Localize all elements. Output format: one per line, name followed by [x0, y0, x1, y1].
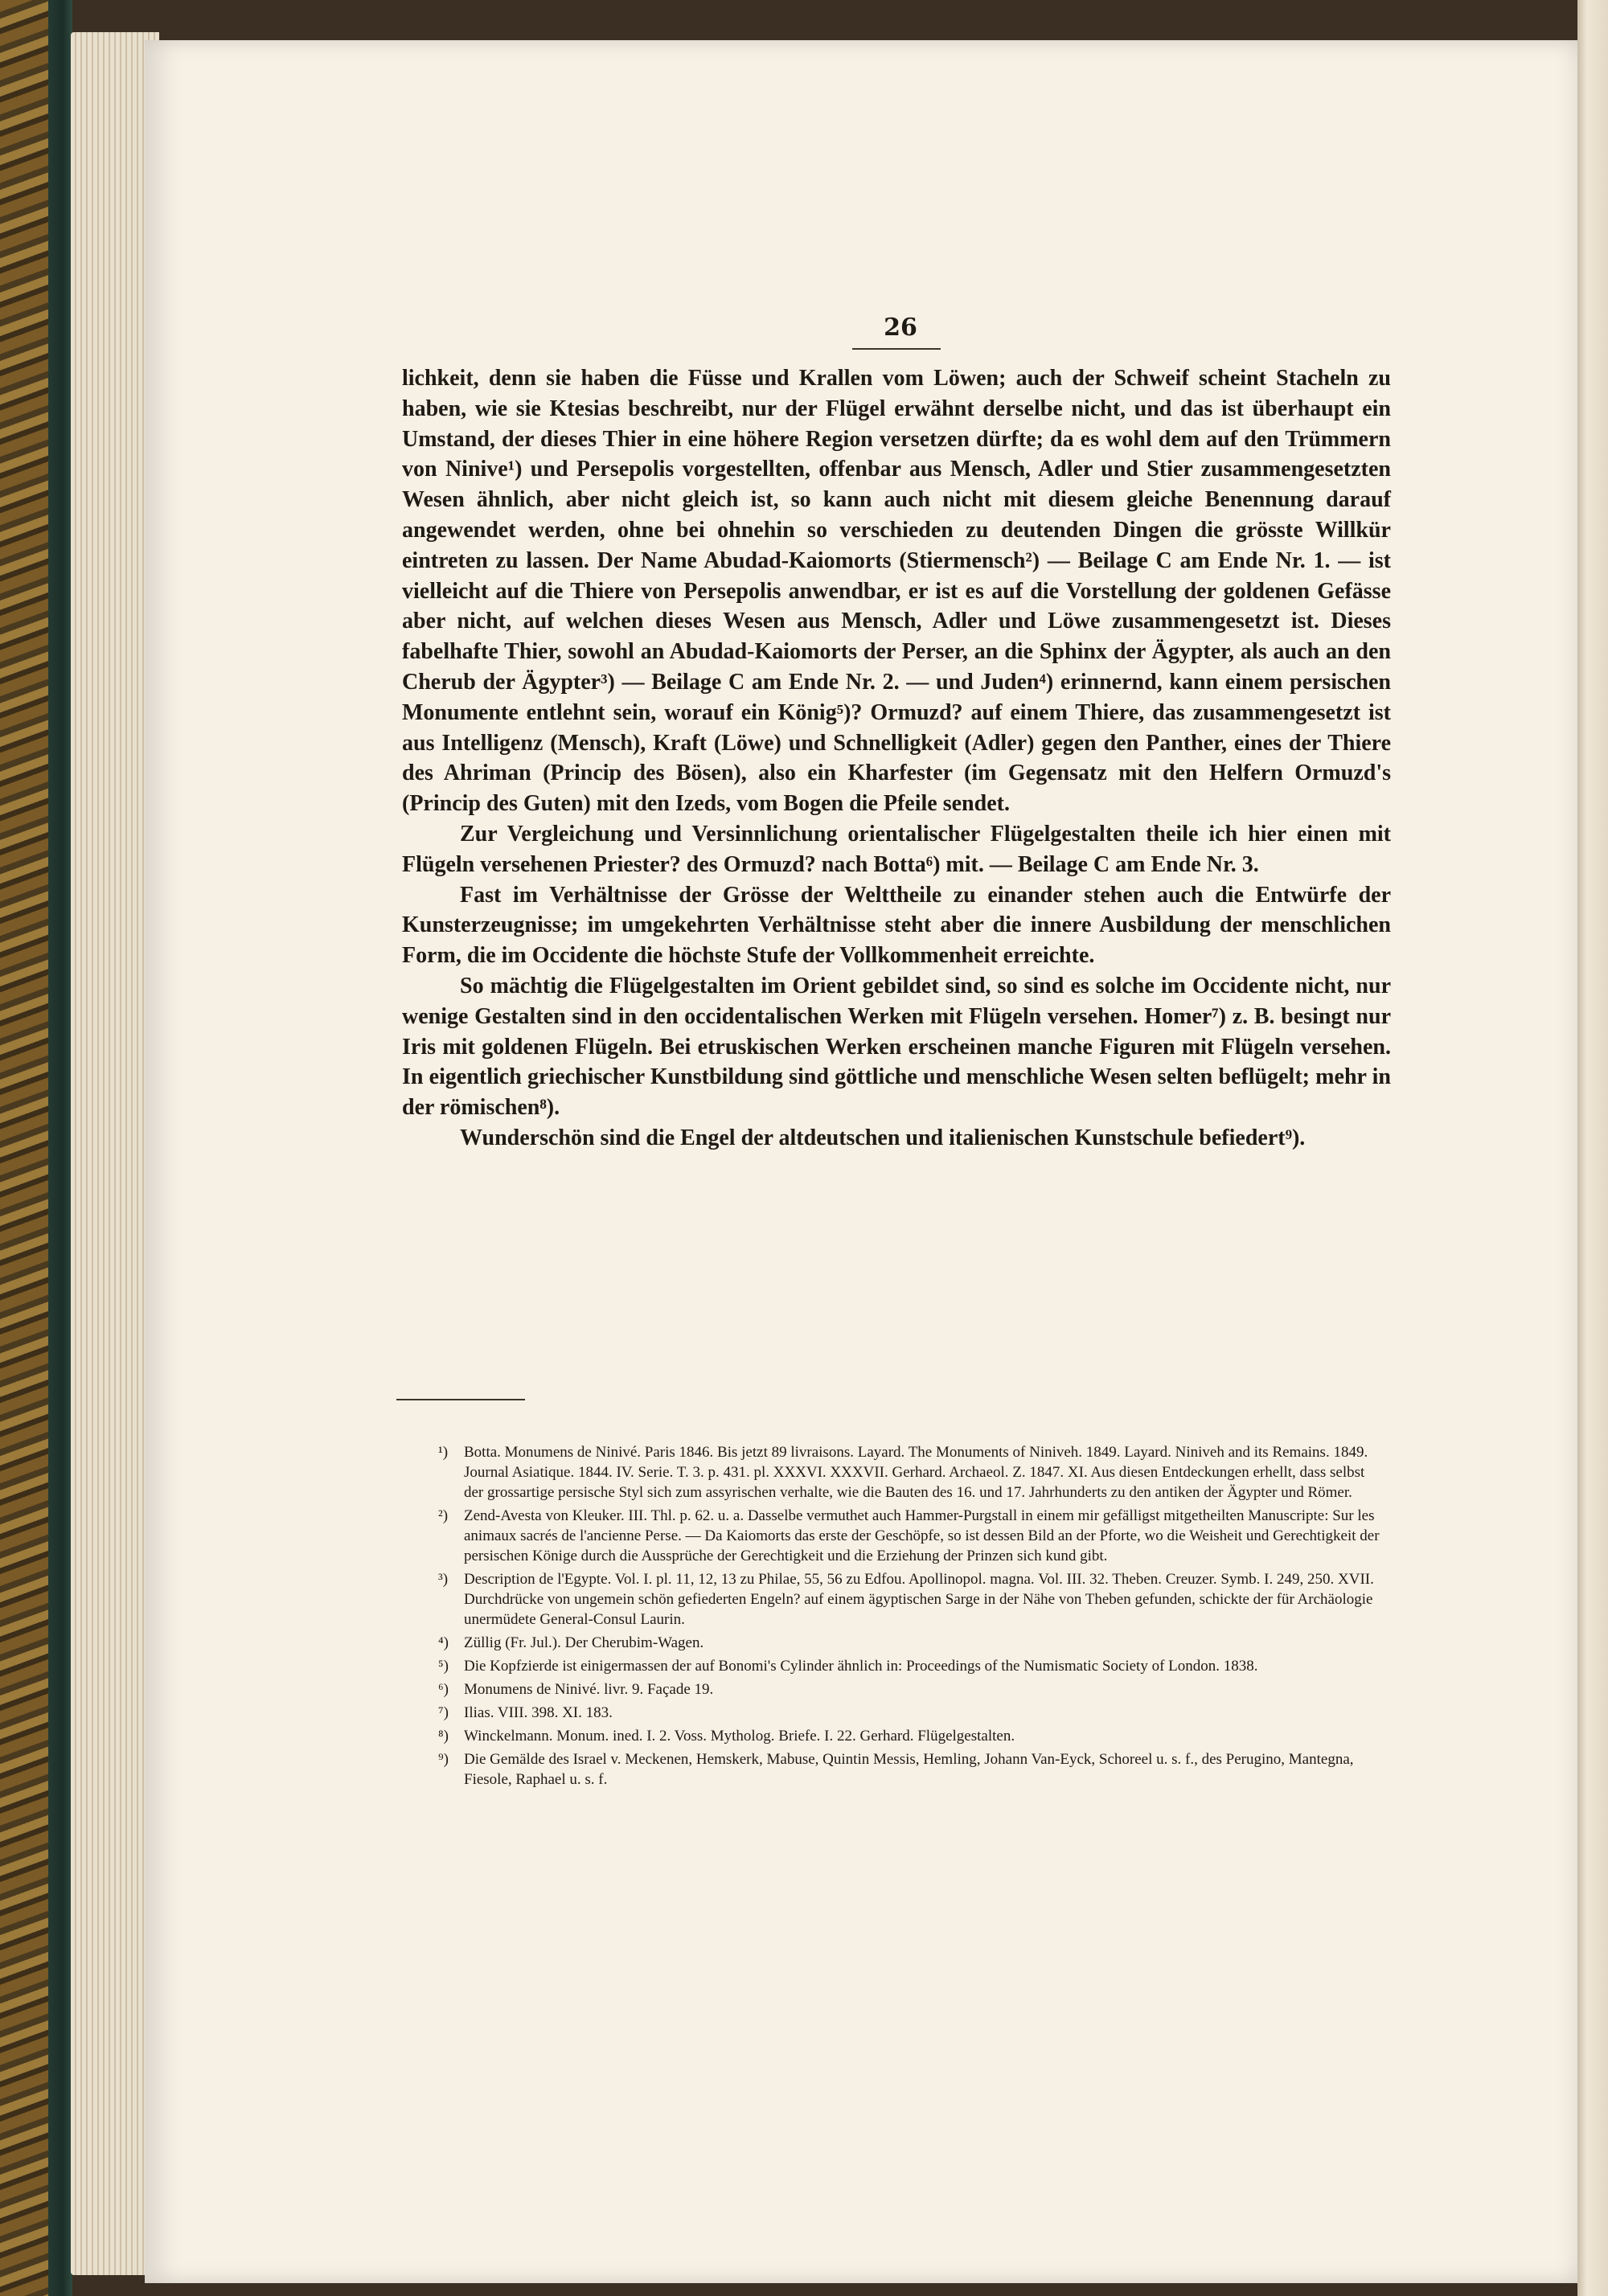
paragraph: Fast im Verhältnisse der Grösse der Welttheile zu einander stehen auch die Entwürfe der Kunsterzeugnisse; im umgekehrten Verhältnisse steht aber die innere Ausbildung der menschlichen Form, die im Occidente die höchste Stufe der Vollkommenheit erreichte.	[402, 882, 1391, 969]
paragraph: Wunderschön sind die Engel der altdeutschen und italienischen Kunstschule befiedert⁹).	[460, 1125, 1306, 1150]
footnote	[438, 1506, 1383, 1566]
footnote-text: Zend-Avesta von Kleuker. III. Thl. p. 62. u. a. Dasselbe vermuthet auch Hammer-Purgstall in einem mir gefälligst mitgetheilten Manuscripte: Sur les animaux sacrés de l'ancienne Perse. — Da Kaiomorts das erste der Geschöpfe, so ist dessen Bild an der Pforte, wo die Weisheit und Gerechtigkeit der persischen Könige durch die Aussprüche der Gerechtigkeit und die Erziehung der Prinzen sich kund gibt.	[464, 1507, 1380, 1564]
paragraph: Zur Vergleichung und Versinnlichung orientalischer Flügelgestalten theile ich hier einen mit Flügeln versehenen Priester? des Ormuzd? nach Botta⁶) mit. — Beilage C am Ende Nr. 3.	[402, 821, 1391, 877]
footnote-mark: ³)	[438, 1571, 449, 1588]
footnote-text: Winckelmann. Monum. ined. I. 2. Voss. Mytholog. Briefe. I. 22. Gerhard. Flügelgestalten.	[464, 1728, 1015, 1745]
footnote-mark: ⁶)	[438, 1681, 449, 1698]
page-number-rule	[852, 348, 941, 350]
paragraph: So mächtig die Flügelgestalten im Orient gebildet sind, so sind es solche im Occidente nicht, nur wenige Gestalten sind in den occidentalischen Werken mit Flügeln versehen. Homer⁷) z. B. besingt nur Iris mit goldenen Flügeln. Bei etruskischen Werken erscheinen manche Figuren mit Flügeln versehen. In eigentlich griechischer Kunstbildung sind göttliche und menschliche Wesen selten beflügelt; mehr in der römischen⁸).	[402, 973, 1391, 1121]
footnote-text: Die Kopfzierde ist einigermassen der auf Bonomi's Cylinder ähnlich in: Proceedings of the Numismatic Society of London. 1838.	[464, 1658, 1258, 1675]
cloth-spine	[48, 0, 72, 2296]
footnote-mark: ⁴)	[438, 1634, 449, 1651]
facing-page-edge	[1577, 0, 1608, 2296]
footnote-separator	[396, 1399, 525, 1400]
footnote	[438, 1703, 1383, 1723]
footnote	[438, 1442, 1383, 1503]
footnote	[438, 1656, 1383, 1676]
footnote-text: Züllig (Fr. Jul.). Der Cherubim-Wagen.	[464, 1634, 704, 1651]
footnote	[438, 1569, 1383, 1630]
footnote-mark: ²)	[438, 1507, 449, 1524]
footnote	[438, 1633, 1383, 1653]
footnote-mark: ⁹)	[438, 1751, 449, 1768]
footnote	[438, 1679, 1383, 1699]
footnote-text: Monumens de Ninivé. livr. 9. Façade 19.	[464, 1681, 714, 1698]
body-text	[402, 363, 1391, 1154]
footnote-text: Description de l'Egypte. Vol. I. pl. 11, 12, 13 zu Philae, 55, 56 zu Edfou. Apollinopol. magna. Vol. III. 32. Theben. Creuzer. Symb. I. 249, 250. XVII. Durchdrücke von ungemein schön gefiederten Engeln? auf einem ägyptischen Sarge in der Nähe von Theben gefunden, schickte der für Archäologie unermüdete General-Consul Laurin.	[464, 1571, 1374, 1628]
footnote-mark: ⁸)	[438, 1728, 449, 1745]
footnote-text: Die Gemälde des Israel v. Meckenen, Hemskerk, Mabuse, Quintin Messis, Hemling, Johann Van-Eyck, Schoreel u. s. f., des Perugino, Mantegna, Fiesole, Raphael u. s. f.	[464, 1751, 1354, 1788]
footnote-text: Botta. Monumens de Ninivé. Paris 1846. Bis jetzt 89 livraisons. Layard. The Monuments of Niniveh. 1849. Layard. Niniveh and its Remains. 1849. Journal Asiatique. 1844. IV. Serie. T. 3. p. 431. pl. XXXVI. XXXVII. Gerhard. Archaeol. Z. 1847. XI. Aus diesen Entdeckungen erhellt, dass selbst der grossartige persische Styl sich zum assyrischen verhalte, wie die Bauten des 16. und 17. Jahrhunderts zu den antiken der Ägypter und Römer.	[464, 1444, 1368, 1501]
footnote	[438, 1749, 1383, 1790]
paragraph: lichkeit, denn sie haben die Füsse und Krallen vom Löwen; auch der Schweif scheint Stacheln zu haben, wie sie Ktesias beschreibt, nur der Flügel erwähnt derselbe nicht, und das ist überhaupt ein Umstand, der dieses Thier in eine höhere Region versetzen dürfte; da es wohl dem auf den Trümmern von Ninive¹) und Persepolis vorgestellten, offenbar aus Mensch, Adler und Stier zusammengesetzten Wesen ähnlich, aber nicht gleich ist, so kann auch nicht mit diesem gleiche Benennung darauf angewendet werden, ohne bei ohnehin so verschieden zu deutenden Dingen die grösste Willkür eintreten zu lassen. Der Name Abudad-Kaiomorts (Stiermensch²) — Beilage C am Ende Nr. 1. — ist vielleicht auf die Thiere von Persepolis anwendbar, er ist es auf die Vorstellung der goldenen Gefässe aber nicht, auf welchen dieses Wesen aus Mensch, Adler und Löwe zusammengesetzt ist. Dieses fabelhafte Thier, sowohl an Abudad-Kaiomorts der Perser, an die Sphinx der Ägypter, als auch an den Cherub der Ägypter³) — Beilage C am Ende Nr. 2. — und Juden⁴) erinnernd, kann einem persischen Monumente entlehnt sein, worauf ein König⁵)? Ormuzd? auf einem Thiere, das zusammengesetzt ist aus Intelligenz (Mensch), Kraft (Löwe) und Schnelligkeit (Adler) gegen den Panther, eines der Thiere des Ahriman (Princip des Bösen), also ein Kharfester (im Gegensatz mit den Helfern Ormuzd's (Princip des Guten) mit den Izeds, vom Bogen die Pfeile sendet.	[402, 366, 1391, 817]
footnote-mark: ⁵)	[438, 1658, 449, 1675]
footnote-mark: ¹)	[438, 1444, 449, 1461]
footnotes	[438, 1442, 1383, 1793]
page-number: 26	[884, 314, 917, 342]
footnote	[438, 1726, 1383, 1746]
footnote-text: Ilias. VIII. 398. XI. 183.	[464, 1704, 613, 1721]
footnote-mark: ⁷)	[438, 1704, 449, 1721]
